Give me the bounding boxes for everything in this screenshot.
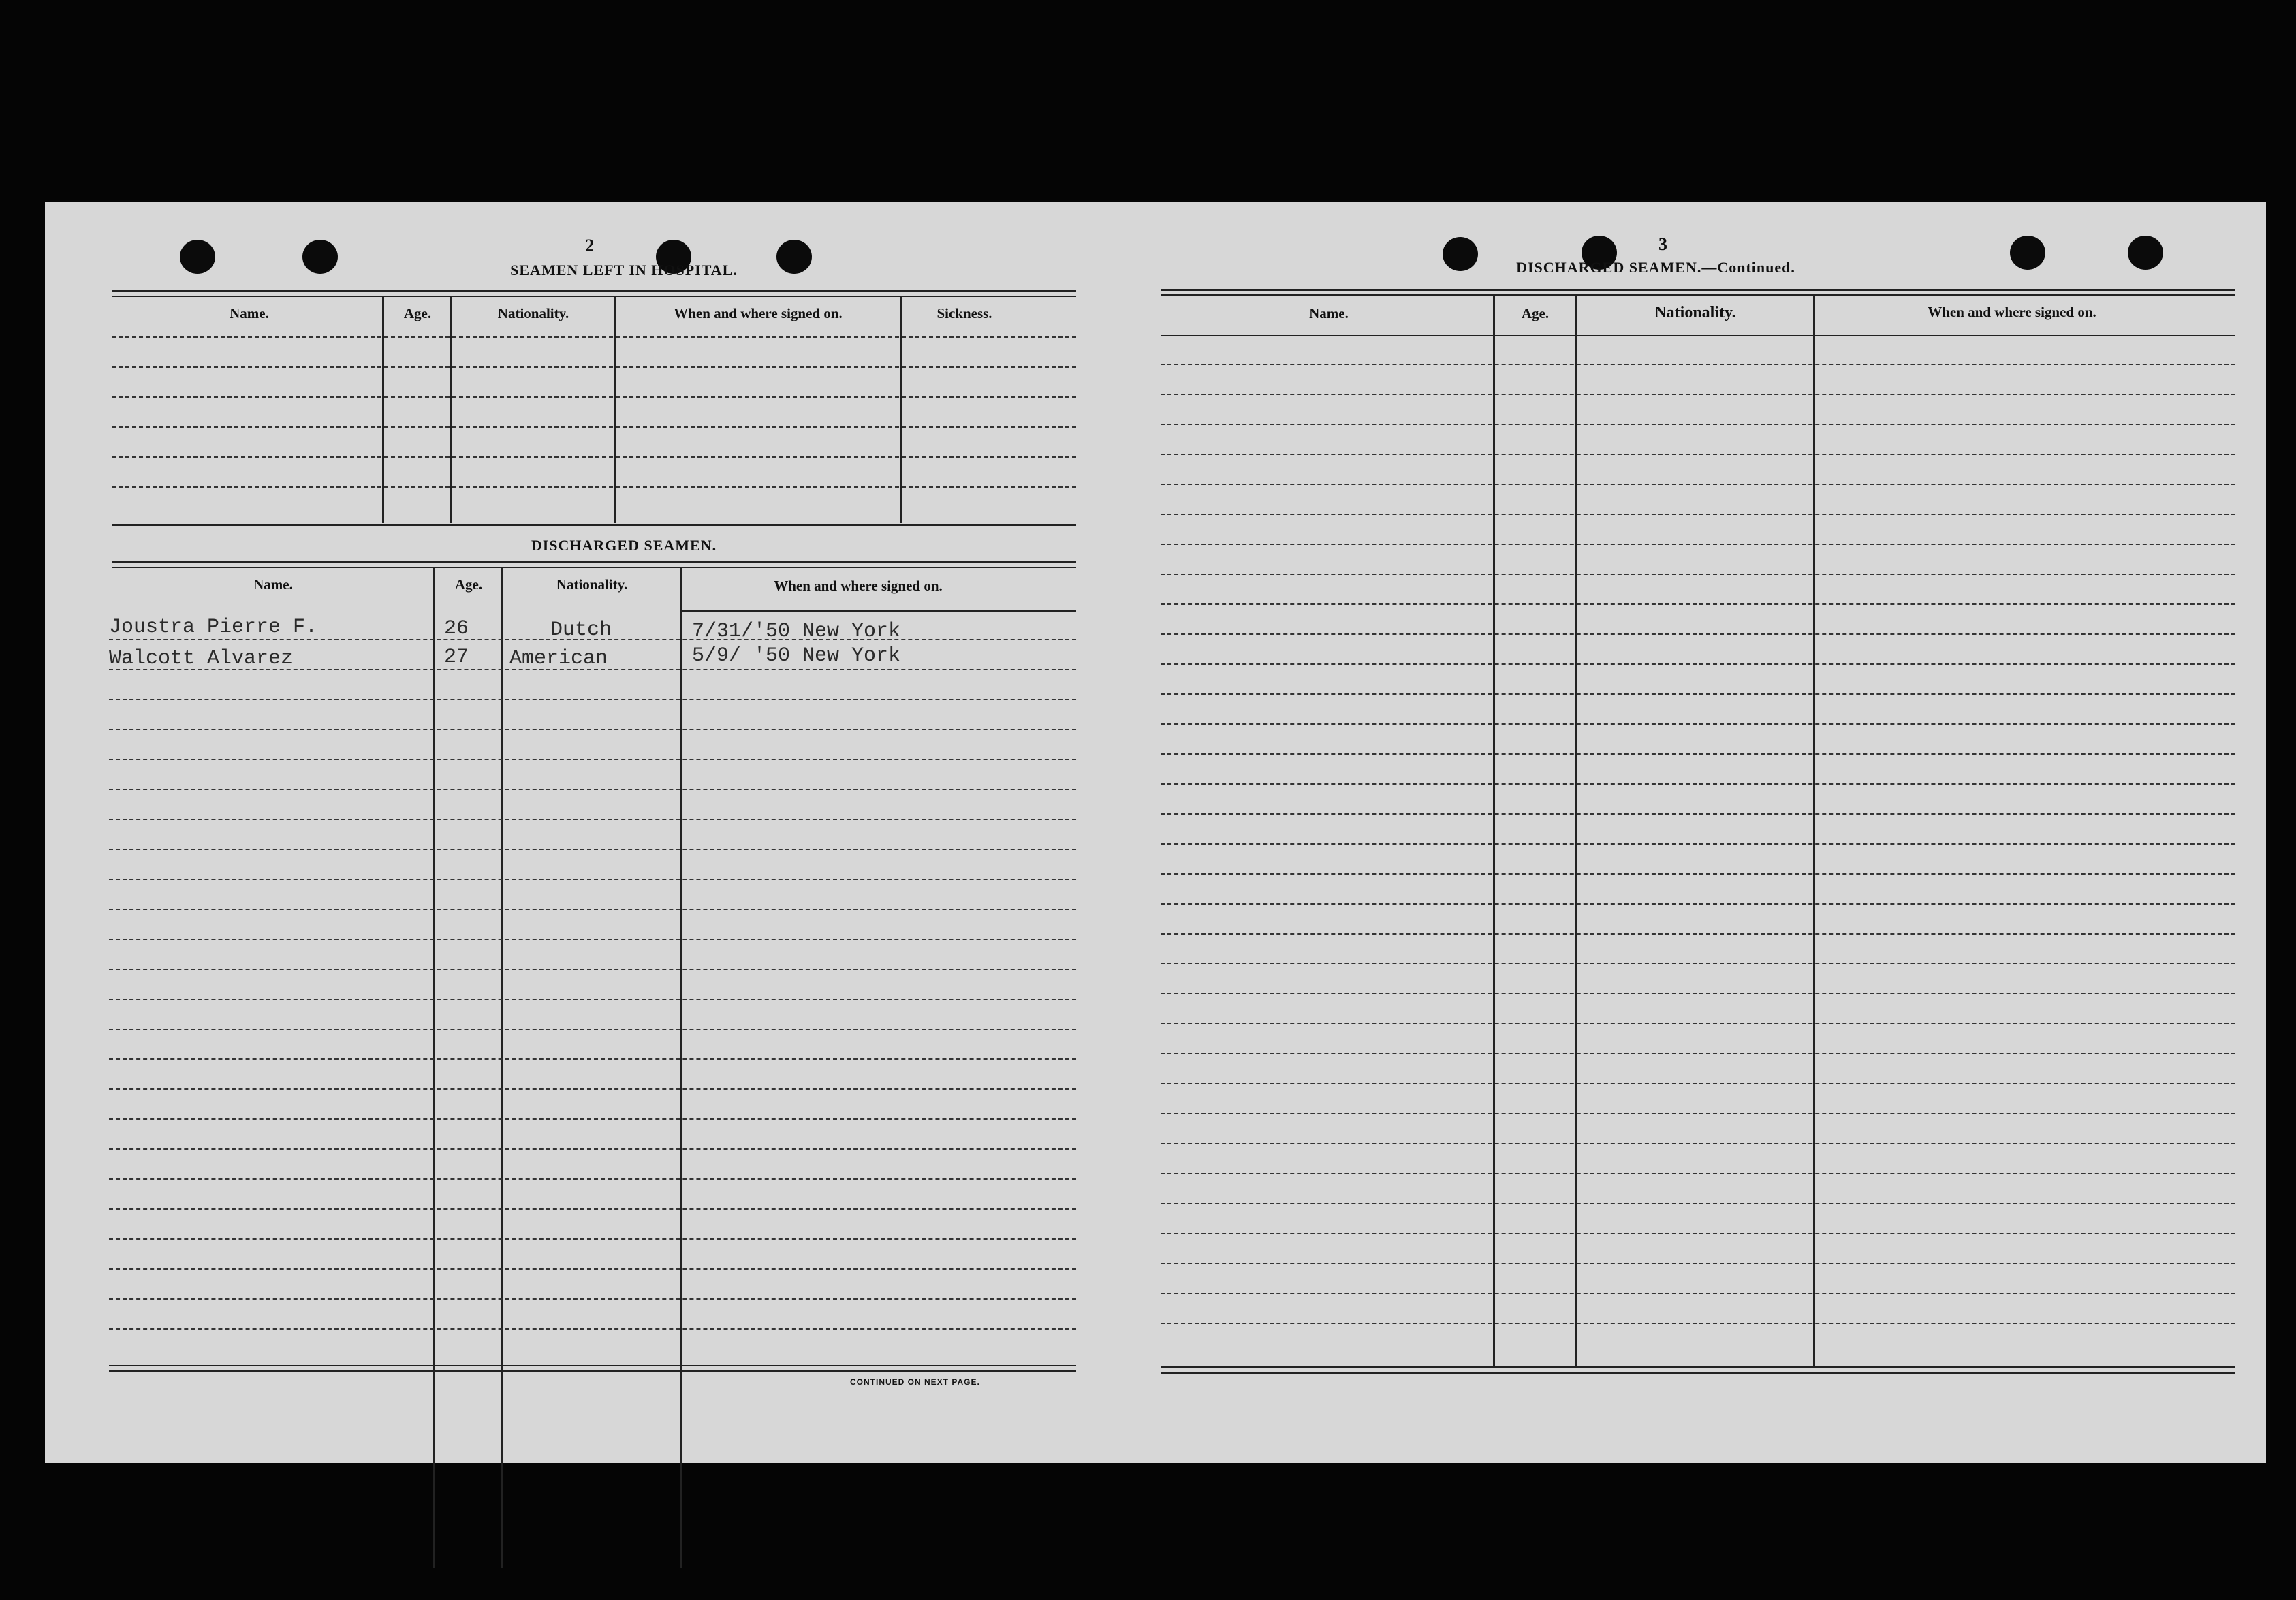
ruled-line xyxy=(1161,723,2235,725)
ruled-line xyxy=(1161,1173,2235,1174)
hospital-column-divider xyxy=(900,297,902,523)
ruled-line xyxy=(109,1148,1076,1150)
discharged-col-nationality: Nationality. xyxy=(556,576,628,593)
hospital-column-divider xyxy=(614,297,616,523)
ruled-line xyxy=(1161,603,2235,605)
hospital-col-nationality: Nationality. xyxy=(497,305,569,321)
right-col-age: Age. xyxy=(1521,305,1550,321)
discharged-column-divider xyxy=(680,568,682,1568)
ruled-line xyxy=(1161,574,2235,575)
ruled-line xyxy=(1161,813,2235,815)
hospital-bottom-rule xyxy=(112,524,1076,526)
punch-hole xyxy=(2128,236,2163,270)
ledger-spread xyxy=(45,202,2266,1463)
ruled-line xyxy=(1161,903,2235,905)
discharged-header-underline xyxy=(681,610,1076,612)
ruled-line xyxy=(112,336,1076,338)
ruled-line xyxy=(1161,484,2235,485)
discharged-col-signed-on: When and where signed on. xyxy=(774,578,943,594)
discharged-col-name: Name. xyxy=(253,576,293,593)
table-row-nationality: American xyxy=(509,647,608,670)
right-bottom-rule xyxy=(1161,1366,2235,1368)
ruled-line xyxy=(1161,1263,2235,1264)
ruled-line xyxy=(109,729,1076,730)
right-top-rule xyxy=(1161,289,2235,291)
ruled-line xyxy=(1161,993,2235,994)
ruled-line xyxy=(1161,1203,2235,1204)
table-row-signed-on: 7/31/'50 New York xyxy=(692,620,901,643)
right-column-divider xyxy=(1493,296,1495,1368)
ruled-line xyxy=(112,366,1076,368)
hospital-section-title: SEAMEN LEFT IN HOSPITAL. xyxy=(510,262,738,279)
ruled-line xyxy=(1161,783,2235,785)
ruled-line xyxy=(109,849,1076,850)
left-bottom-rule xyxy=(109,1365,1076,1366)
right-col-signed-on: When and where signed on. xyxy=(1928,304,2096,320)
ruled-line xyxy=(1161,873,2235,875)
punch-hole xyxy=(302,240,338,274)
ruled-line xyxy=(1161,753,2235,755)
punch-hole xyxy=(2010,236,2045,270)
ruled-line xyxy=(109,789,1076,790)
ruled-line xyxy=(109,1058,1076,1060)
ruled-line xyxy=(109,1118,1076,1120)
discharged-top-rule xyxy=(112,561,1076,563)
right-column-divider xyxy=(1575,296,1577,1368)
ruled-line xyxy=(109,1298,1076,1300)
right-header-underline xyxy=(1161,335,2235,336)
ruled-line xyxy=(1161,633,2235,635)
ruled-line xyxy=(109,969,1076,970)
ruled-line xyxy=(1161,843,2235,845)
ruled-line xyxy=(1161,1023,2235,1024)
right-section-title: DISCHARGED SEAMEN.—Continued. xyxy=(1516,259,1795,276)
discharged-column-divider xyxy=(433,568,435,1568)
ruled-line xyxy=(109,1238,1076,1240)
hospital-column-divider xyxy=(450,297,452,523)
ruled-line xyxy=(109,1029,1076,1030)
ruled-line xyxy=(109,699,1076,700)
table-row-name: Joustra Pierre F. xyxy=(109,616,318,639)
ruled-line xyxy=(1161,1053,2235,1054)
punch-hole xyxy=(180,240,215,274)
ruled-line xyxy=(1161,693,2235,695)
discharged-top-rule xyxy=(112,567,1076,568)
right-column-divider xyxy=(1813,296,1815,1368)
discharged-section-title: DISCHARGED SEAMEN. xyxy=(531,537,717,554)
hospital-column-divider xyxy=(382,297,384,523)
ruled-line xyxy=(112,486,1076,488)
ruled-line xyxy=(1161,933,2235,935)
ruled-line xyxy=(112,426,1076,428)
right-bottom-rule xyxy=(1161,1372,2235,1374)
ruled-line xyxy=(1161,454,2235,455)
table-row-name: Walcott Alvarez xyxy=(109,647,294,670)
ruled-line xyxy=(109,1088,1076,1090)
ruled-line xyxy=(1161,1233,2235,1234)
ruled-line xyxy=(109,1178,1076,1180)
hospital-col-age: Age. xyxy=(403,305,432,321)
right-page-number: 3 xyxy=(1658,234,1668,254)
table-row-age: 26 xyxy=(444,617,469,640)
ruled-line xyxy=(109,939,1076,940)
ruled-line xyxy=(109,879,1076,880)
ruled-line xyxy=(112,456,1076,458)
ruled-line xyxy=(109,759,1076,760)
ruled-line xyxy=(109,999,1076,1000)
ruled-line xyxy=(1161,514,2235,515)
ruled-line xyxy=(109,1328,1076,1330)
table-row-age: 27 xyxy=(444,646,469,669)
hospital-top-rule xyxy=(112,296,1076,297)
ruled-line xyxy=(109,909,1076,910)
right-top-rule xyxy=(1161,294,2235,296)
ruled-line xyxy=(1161,364,2235,365)
ruled-line xyxy=(1161,963,2235,964)
hospital-col-signed-on: When and where signed on. xyxy=(674,305,843,321)
table-row-nationality: Dutch xyxy=(550,618,612,642)
continued-note: CONTINUED ON NEXT PAGE. xyxy=(850,1377,980,1387)
left-bottom-rule xyxy=(109,1370,1076,1372)
table-row-signed-on: 5/9/ '50 New York xyxy=(692,644,901,668)
ruled-line xyxy=(1161,394,2235,395)
ruled-line xyxy=(1161,1293,2235,1294)
ruled-line xyxy=(1161,1113,2235,1114)
hospital-col-name: Name. xyxy=(230,305,269,321)
ruled-line xyxy=(1161,1143,2235,1144)
discharged-column-divider xyxy=(501,568,503,1568)
ruled-line xyxy=(1161,424,2235,425)
ruled-line xyxy=(1161,1083,2235,1084)
ruled-line xyxy=(1161,544,2235,545)
ruled-line xyxy=(109,819,1076,820)
hospital-col-sickness: Sickness. xyxy=(937,305,992,321)
right-col-nationality: Nationality. xyxy=(1654,304,1736,321)
right-col-name: Name. xyxy=(1309,305,1349,321)
ruled-line xyxy=(1161,1323,2235,1324)
ruled-line xyxy=(1161,663,2235,665)
hospital-top-rule xyxy=(112,290,1076,292)
left-page-number: 2 xyxy=(585,236,595,255)
ruled-line xyxy=(109,1208,1076,1210)
discharged-col-age: Age. xyxy=(454,576,483,593)
ruled-line xyxy=(109,1268,1076,1270)
ruled-line xyxy=(112,396,1076,398)
